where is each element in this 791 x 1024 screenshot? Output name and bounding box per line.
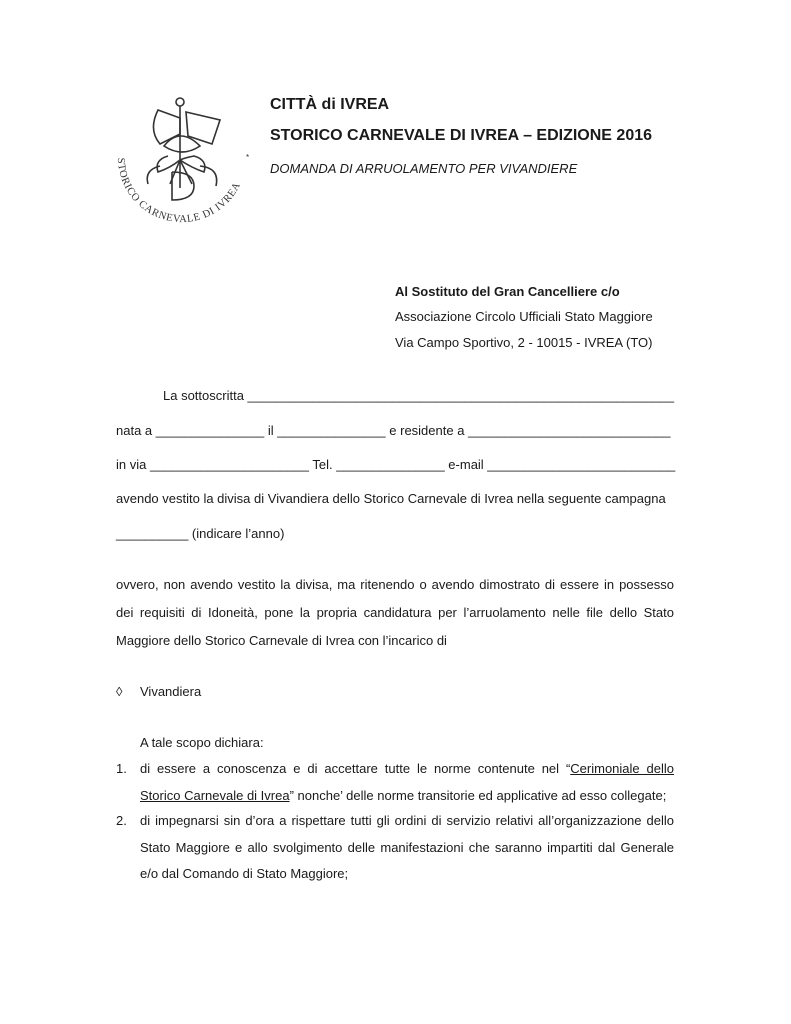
paragraph-line-3: Maggiore dello Storico Carnevale di Ivrea con l’incarico di: [116, 633, 447, 648]
field-sottoscritta[interactable]: La sottoscritta ___________________________________________________________: [163, 388, 675, 403]
dichiara-heading: A tale scopo dichiara:: [140, 735, 264, 750]
item-2-line-3: e/o dal Comando di Stato Maggiore;: [140, 866, 349, 881]
field-year[interactable]: __________ (indicare l’anno): [116, 526, 285, 541]
item-2-line-1: di impegnarsi sin d’ora a rispettare tutti gli ordini di servizio relativi all’organizzazione dello: [140, 813, 674, 828]
logo-ring-text: STORICO CARNEVALE DI IVREA: [114, 157, 244, 226]
paragraph-line-1: ovvero, non avendo vestito la divisa, ma ritenendo o avendo dimostrato di essere in possesso: [116, 577, 674, 592]
bullet-diamond-icon[interactable]: ◊: [116, 684, 123, 699]
item-2-line-2: Stato Maggiore e allo svolgimento delle manifestazioni che saranno impartiti dal Generale: [140, 840, 674, 855]
cerimoniale-link-part-1[interactable]: Cerimoniale dello: [570, 761, 674, 776]
svg-text:*: *: [246, 153, 250, 162]
carnival-logo: [108, 88, 258, 236]
item-1-continuation: ” nonche’ delle norme transitorie ed applicative ad esso collegate;: [289, 788, 667, 803]
item-2-number: 2.: [116, 813, 127, 828]
campaign-statement: avendo vestito la divisa di Vivandiera dello Storico Carnevale di Ivrea nella seguente campagna: [116, 491, 666, 506]
item-1-line-1: [140, 760, 674, 778]
field-address-contacts[interactable]: in via ______________________ Tel. _______________ e-mail __________________________: [116, 457, 676, 472]
cerimoniale-link-part-2[interactable]: Storico Carnevale di Ivrea: [140, 788, 290, 803]
item-1-line-2: [140, 787, 666, 805]
item-1-number: 1.: [116, 761, 127, 776]
recipient-line-3: Via Campo Sportivo, 2 - 10015 - IVREA (TO): [395, 335, 653, 350]
recipient-line-2: Associazione Circolo Ufficiali Stato Maggiore: [395, 309, 653, 324]
edition-title: STORICO CARNEVALE DI IVREA – EDIZIONE 2016: [270, 127, 653, 144]
field-birth-residence[interactable]: nata a _______________ il _______________ e residente a ____________________________: [116, 423, 671, 438]
document-subtitle: DOMANDA DI ARRUOLAMENTO PER VIVANDIERE: [270, 161, 578, 176]
recipient-line-1: Al Sostituto del Gran Cancelliere c/o: [395, 284, 620, 299]
bullet-vivandiera-label: Vivandiera: [140, 684, 202, 699]
city-title: CITTÀ di IVREA: [270, 96, 390, 113]
item-1-text: di essere a conoscenza e di accettare tutte le norme contenute nel “: [140, 761, 571, 776]
paragraph-line-2: dei requisiti di Idoneità, pone la propria candidatura per l’arruolamento nelle file dello Stato: [116, 605, 674, 620]
